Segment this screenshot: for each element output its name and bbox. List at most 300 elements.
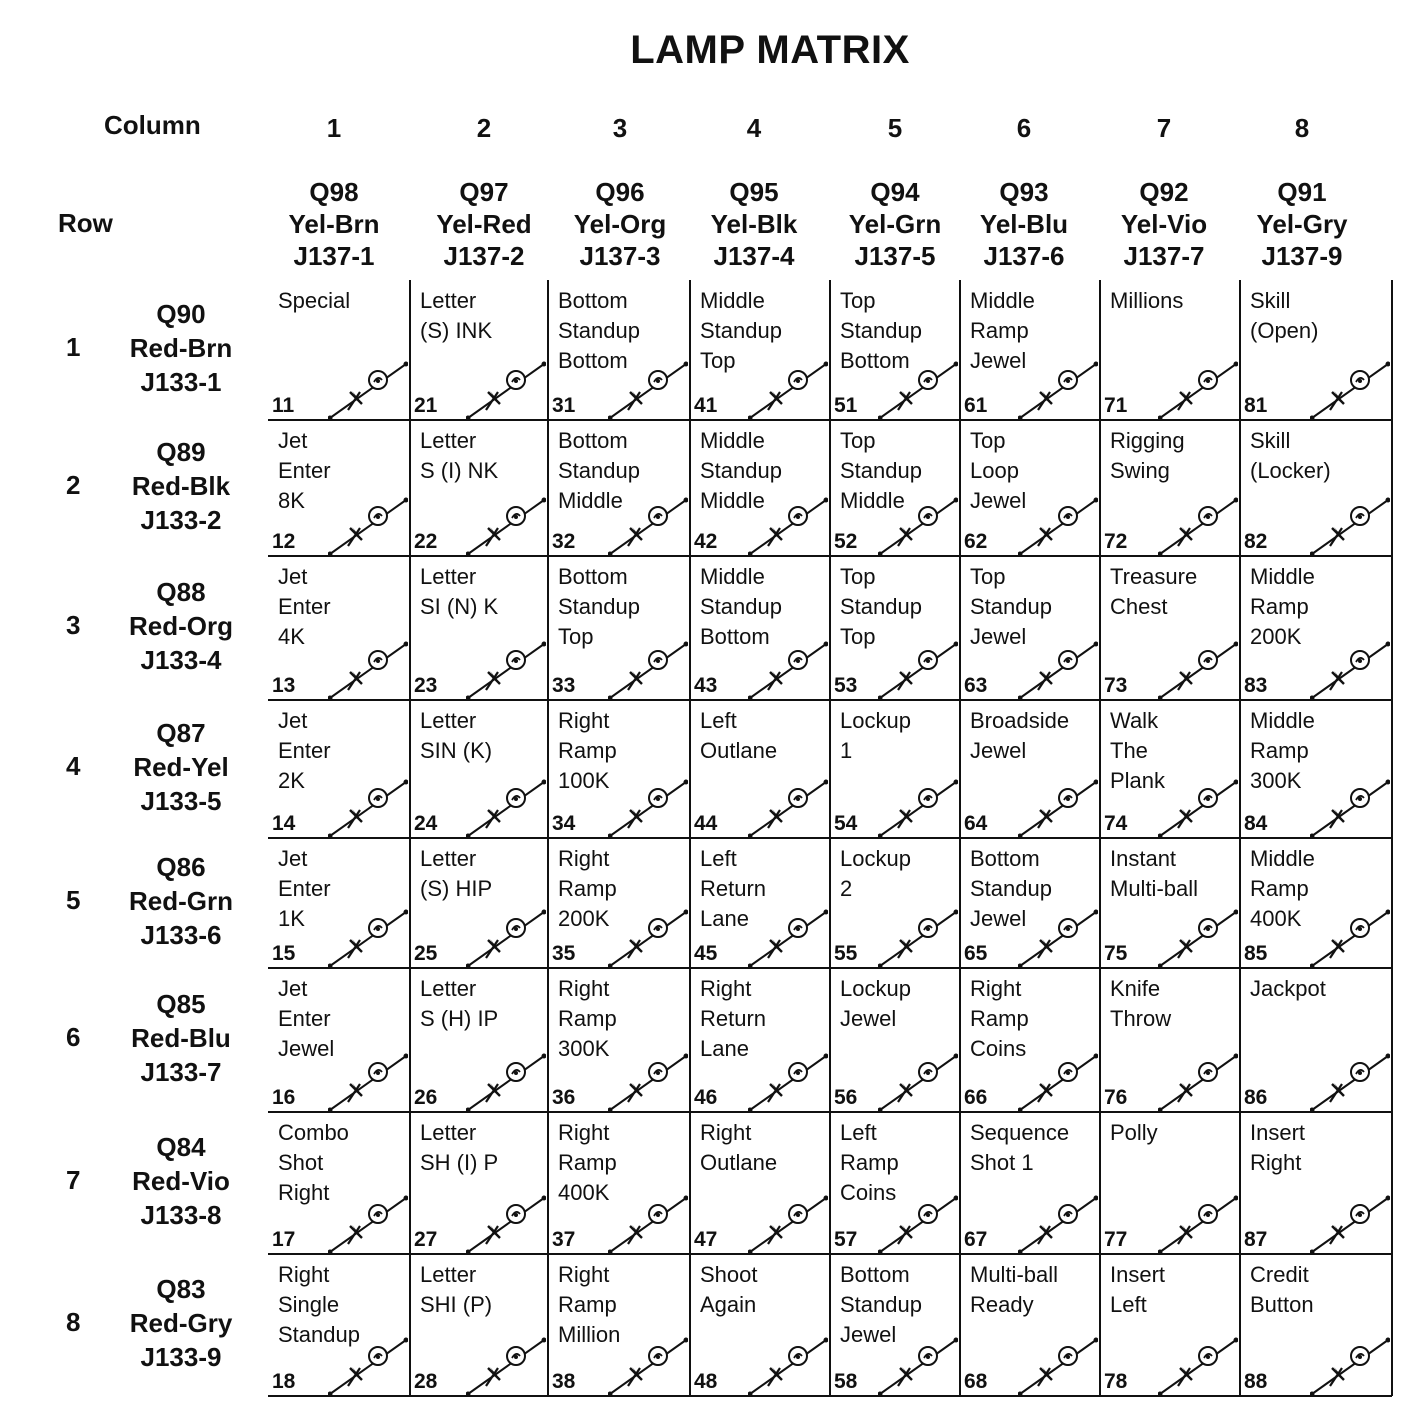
lamp-cell (1100, 1254, 1240, 1396)
lamp-diode-icon (1310, 358, 1390, 420)
lamp-number: 42 (694, 530, 718, 553)
lamp-cell (548, 1112, 690, 1254)
lamp-number: 15 (272, 942, 296, 965)
row-number: 3 (66, 610, 81, 640)
lamp-number: 22 (414, 530, 438, 553)
lamp-cell (410, 968, 548, 1112)
lamp-number: 68 (964, 1370, 988, 1393)
row-pin: J133-2 (140, 505, 222, 535)
row-pin: J133-8 (140, 1200, 222, 1230)
lamp-number: 21 (414, 394, 438, 417)
lamp-label: Right Ramp 400K (558, 1120, 617, 1205)
column-number: 1 (326, 113, 342, 143)
lamp-number: 72 (1104, 530, 1128, 553)
column-wire: Yel-Blk (710, 209, 798, 239)
row-number: 8 (66, 1307, 81, 1337)
lamp-cell (268, 700, 410, 838)
lamp-cell (1100, 838, 1240, 968)
row-number: 5 (66, 885, 81, 915)
lamp-number: 27 (414, 1228, 438, 1251)
column-number: 8 (1294, 113, 1310, 143)
lamp-diode-icon (608, 1334, 688, 1396)
lamp-label: Jet Enter 4K (278, 564, 331, 649)
lamp-diode-icon (466, 494, 546, 556)
lamp-cell (548, 838, 690, 968)
lamp-number: 46 (694, 1086, 718, 1109)
lamp-diode-icon (328, 776, 408, 838)
row-wire: Red-Brn (129, 333, 233, 363)
lamp-number: 33 (552, 674, 576, 697)
lamp-number: 61 (964, 394, 988, 417)
lamp-label: Right Ramp Coins (970, 976, 1029, 1061)
row-pin: J133-1 (140, 367, 222, 397)
lamp-cell (1100, 700, 1240, 838)
column-number: 6 (1016, 113, 1032, 143)
lamp-cell (1240, 1112, 1392, 1254)
column-wire: Yel-Vio (1120, 209, 1208, 239)
lamp-diode-icon (1310, 906, 1390, 968)
lamp-number: 57 (834, 1228, 858, 1251)
row-pin: J133-5 (140, 786, 222, 816)
lamp-label: Right Ramp 300K (558, 976, 617, 1061)
lamp-number: 81 (1244, 394, 1268, 417)
lamp-label: Treasure Chest (1110, 564, 1198, 619)
lamp-label: Skill (Open) (1250, 288, 1319, 343)
lamp-cell (960, 1112, 1100, 1254)
column-transistor: Q95 (729, 177, 779, 207)
lamp-cell (410, 1254, 548, 1396)
row-transistor: Q88 (156, 577, 206, 607)
column-wire: Yel-Blu (979, 209, 1069, 239)
lamp-label: Middle Ramp 400K (1250, 846, 1315, 931)
lamp-diode-icon (466, 1334, 546, 1396)
lamp-label: Insert Right (1250, 1120, 1306, 1175)
lamp-label: Left Return Lane (700, 846, 767, 931)
lamp-label: Left Ramp Coins (840, 1120, 899, 1205)
lamp-diode-icon (748, 1050, 828, 1112)
column-pin: J137-7 (1123, 241, 1205, 271)
lamp-label: Instant Multi-ball (1110, 846, 1199, 901)
lamp-number: 54 (834, 812, 858, 835)
lamp-diode-icon (748, 1192, 828, 1254)
lamp-diode-icon (466, 358, 546, 420)
lamp-label: Jet Enter 1K (278, 846, 331, 931)
lamp-number: 71 (1104, 394, 1128, 417)
lamp-cell (830, 1112, 960, 1254)
lamp-diode-icon (608, 1192, 688, 1254)
lamp-number: 18 (272, 1370, 296, 1393)
column-wire: Yel-Gry (1256, 209, 1348, 239)
lamp-diode-icon (1158, 358, 1238, 420)
lamp-diode-icon (466, 1192, 546, 1254)
lamp-label: Middle Standup Bottom (700, 564, 782, 649)
lamp-diode-icon (1158, 638, 1238, 700)
lamp-cell (410, 1112, 548, 1254)
lamp-label: Right Single Standup (278, 1262, 360, 1347)
lamp-cell (1100, 968, 1240, 1112)
lamp-diode-icon (608, 638, 688, 700)
lamp-diode-icon (748, 1334, 828, 1396)
lamp-number: 45 (694, 942, 718, 965)
lamp-cell (830, 420, 960, 556)
lamp-number: 44 (694, 812, 718, 835)
column-transistor: Q96 (595, 177, 645, 207)
lamp-number: 43 (694, 674, 718, 697)
lamp-diode-icon (878, 494, 958, 556)
lamp-label: Top Loop Jewel (970, 428, 1027, 513)
lamp-label: Millions (1110, 288, 1184, 313)
row-label: Row (58, 208, 113, 238)
lamp-cell (1240, 556, 1392, 700)
lamp-diode-icon (1018, 358, 1098, 420)
lamp-cell (1100, 420, 1240, 556)
lamp-number: 47 (694, 1228, 718, 1251)
lamp-cell (1240, 968, 1392, 1112)
lamp-label: Knife Throw (1110, 976, 1172, 1031)
lamp-diode-icon (466, 1050, 546, 1112)
lamp-label: Bottom Standup Middle (558, 428, 640, 513)
row-wire: Red-Blu (131, 1023, 231, 1053)
lamp-diode-icon (878, 1192, 958, 1254)
lamp-number: 52 (834, 530, 858, 553)
row-transistor: Q86 (156, 852, 206, 882)
row-wire: Red-Vio (132, 1166, 230, 1196)
row-wire: Red-Grn (129, 886, 233, 916)
row-number: 4 (66, 751, 81, 781)
lamp-cell (960, 968, 1100, 1112)
lamp-cell (960, 700, 1100, 838)
lamp-diode-icon (328, 1192, 408, 1254)
lamp-label: Middle Ramp 300K (1250, 708, 1315, 793)
column-pin: J137-3 (579, 241, 661, 271)
lamp-cell (410, 420, 548, 556)
lamp-number: 83 (1244, 674, 1268, 697)
lamp-label: Insert Left (1110, 1262, 1166, 1317)
column-wire: Yel-Grn (848, 209, 942, 239)
lamp-label: Lockup 2 (840, 846, 911, 901)
lamp-number: 26 (414, 1086, 438, 1109)
lamp-label: Right Ramp 200K (558, 846, 617, 931)
lamp-diode-icon (878, 358, 958, 420)
lamp-cell (1240, 838, 1392, 968)
row-wire: Red-Gry (129, 1308, 233, 1338)
lamp-diode-icon (328, 638, 408, 700)
lamp-label: Top Standup Bottom (840, 288, 922, 373)
lamp-diode-icon (466, 906, 546, 968)
lamp-number: 74 (1104, 812, 1128, 835)
lamp-number: 64 (964, 812, 988, 835)
lamp-diode-icon (328, 1050, 408, 1112)
lamp-number: 85 (1244, 942, 1268, 965)
lamp-cell (1100, 1112, 1240, 1254)
lamp-cell (268, 838, 410, 968)
row-number: 1 (66, 332, 81, 362)
row-wire: Red-Org (129, 611, 233, 641)
lamp-label: Letter (S) INK (420, 288, 493, 343)
lamp-cell (268, 280, 410, 420)
lamp-label: Multi-ball Ready (970, 1262, 1059, 1317)
lamp-label: Top Standup Middle (840, 428, 922, 513)
lamp-diode-icon (608, 776, 688, 838)
lamp-number: 55 (834, 942, 858, 965)
lamp-label: Bottom Standup Top (558, 564, 640, 649)
lamp-diode-icon (878, 906, 958, 968)
lamp-label: Right Ramp Million (558, 1262, 621, 1347)
lamp-cell (830, 838, 960, 968)
column-pin: J137-2 (443, 241, 525, 271)
lamp-number: 14 (272, 812, 296, 835)
lamp-number: 32 (552, 530, 576, 553)
lamp-number: 36 (552, 1086, 576, 1109)
lamp-diode-icon (466, 776, 546, 838)
lamp-number: 82 (1244, 530, 1268, 553)
lamp-number: 41 (694, 394, 718, 417)
row-transistor: Q84 (156, 1132, 206, 1162)
lamp-cell (690, 1254, 830, 1396)
lamp-label: Middle Ramp 200K (1250, 564, 1315, 649)
row-transistor: Q83 (156, 1274, 206, 1304)
lamp-cell (410, 280, 548, 420)
lamp-cell (690, 700, 830, 838)
lamp-diode-icon (1310, 1192, 1390, 1254)
column-pin: J137-5 (854, 241, 936, 271)
column-transistor: Q93 (999, 177, 1049, 207)
lamp-number: 48 (694, 1370, 718, 1393)
lamp-number: 23 (414, 674, 438, 697)
lamp-number: 37 (552, 1228, 576, 1251)
lamp-cell (548, 968, 690, 1112)
lamp-label: Bottom Standup Bottom (558, 288, 640, 373)
lamp-label: Letter SI (N) K (420, 564, 499, 619)
lamp-diode-icon (608, 494, 688, 556)
lamp-label: Lockup Jewel (840, 976, 911, 1031)
lamp-label: Right Ramp 100K (558, 708, 617, 793)
column-number: 7 (1156, 113, 1172, 143)
lamp-number: 62 (964, 530, 988, 553)
lamp-number: 66 (964, 1086, 988, 1109)
lamp-label: Sequence Shot 1 (970, 1120, 1070, 1175)
lamp-number: 67 (964, 1228, 988, 1251)
lamp-number: 25 (414, 942, 438, 965)
lamp-label: Bottom Standup Jewel (840, 1262, 922, 1347)
row-number: 2 (66, 470, 81, 500)
row-pin: J133-9 (140, 1342, 222, 1372)
lamp-diode-icon (1310, 1050, 1390, 1112)
row-transistor: Q89 (156, 437, 206, 467)
column-wire: Yel-Brn (288, 209, 380, 239)
lamp-diode-icon (1018, 1334, 1098, 1396)
row-pin: J133-7 (140, 1057, 222, 1087)
row-wire: Red-Yel (133, 752, 229, 782)
lamp-label: Skill (Locker) (1250, 428, 1331, 483)
lamp-number: 63 (964, 674, 988, 697)
lamp-cell (960, 838, 1100, 968)
lamp-label: Rigging Swing (1110, 428, 1185, 483)
column-wire: Yel-Red (436, 209, 532, 239)
lamp-cell (690, 1112, 830, 1254)
lamp-diode-icon (328, 906, 408, 968)
lamp-number: 11 (272, 394, 295, 417)
lamp-label: Left Outlane (700, 708, 778, 763)
lamp-cell (268, 556, 410, 700)
lamp-label: Polly (1110, 1120, 1158, 1145)
lamp-cell (1100, 280, 1240, 420)
page-title: LAMP MATRIX (630, 28, 910, 72)
column-pin: J137-6 (983, 241, 1065, 271)
lamp-cell (268, 1112, 410, 1254)
lamp-diode-icon (1018, 906, 1098, 968)
column-number: 3 (612, 113, 628, 143)
lamp-diode-icon (608, 1050, 688, 1112)
lamp-number: 65 (964, 942, 988, 965)
lamp-label: Letter SH (I) P (420, 1120, 499, 1175)
lamp-label: Top Standup Top (840, 564, 922, 649)
column-transistor: Q98 (309, 177, 359, 207)
lamp-cell (548, 556, 690, 700)
column-number: 2 (476, 113, 492, 143)
lamp-number: 88 (1244, 1370, 1268, 1393)
lamp-number: 77 (1104, 1228, 1128, 1251)
lamp-cell (1240, 700, 1392, 838)
lamp-cell (830, 968, 960, 1112)
lamp-cell (410, 700, 548, 838)
lamp-diode-icon (1310, 638, 1390, 700)
lamp-diode-icon (1158, 1192, 1238, 1254)
lamp-number: 28 (414, 1370, 438, 1393)
lamp-number: 78 (1104, 1370, 1128, 1393)
lamp-label: Jet Enter 2K (278, 708, 331, 793)
lamp-label: Combo Shot Right (278, 1120, 349, 1205)
lamp-number: 38 (552, 1370, 576, 1393)
lamp-number: 75 (1104, 942, 1128, 965)
lamp-label: Right Outlane (700, 1120, 778, 1175)
lamp-label: Letter (S) HIP (420, 846, 493, 901)
lamp-label: Middle Standup Top (700, 288, 782, 373)
lamp-number: 17 (272, 1228, 296, 1251)
lamp-cell (548, 280, 690, 420)
lamp-diode-icon (748, 358, 828, 420)
lamp-cell (690, 556, 830, 700)
lamp-diode-icon (878, 1050, 958, 1112)
lamp-diode-icon (1310, 1334, 1390, 1396)
lamp-number: 56 (834, 1086, 858, 1109)
row-wire: Red-Blk (131, 471, 231, 501)
lamp-diode-icon (748, 906, 828, 968)
lamp-cell (268, 1254, 410, 1396)
lamp-diode-icon (1018, 638, 1098, 700)
lamp-number: 58 (834, 1370, 858, 1393)
lamp-number: 53 (834, 674, 858, 697)
lamp-diode-icon (1310, 494, 1390, 556)
lamp-cell (830, 1254, 960, 1396)
lamp-cell (960, 556, 1100, 700)
lamp-label: Letter SIN (K) (420, 708, 493, 763)
lamp-label: Bottom Standup Jewel (970, 846, 1052, 931)
lamp-cell (960, 420, 1100, 556)
lamp-cell (268, 968, 410, 1112)
row-number: 6 (66, 1022, 81, 1052)
lamp-diode-icon (1018, 1192, 1098, 1254)
column-transistor: Q92 (1139, 177, 1189, 207)
lamp-cell (410, 838, 548, 968)
row-transistor: Q85 (156, 989, 206, 1019)
lamp-label: Middle Standup Middle (700, 428, 782, 513)
lamp-label: Letter S (H) IP (420, 976, 499, 1031)
lamp-number: 84 (1244, 812, 1268, 835)
column-wire: Yel-Org (573, 209, 667, 239)
lamp-diode-icon (878, 776, 958, 838)
lamp-label: Middle Ramp Jewel (970, 288, 1035, 373)
lamp-label: Walk The Plank (1110, 708, 1166, 793)
lamp-cell (1240, 280, 1392, 420)
lamp-diode-icon (1018, 1050, 1098, 1112)
lamp-diode-icon (1158, 1334, 1238, 1396)
lamp-label: Credit Button (1250, 1262, 1314, 1317)
lamp-diode-icon (328, 358, 408, 420)
column-pin: J137-4 (713, 241, 795, 271)
lamp-cell (548, 1254, 690, 1396)
lamp-number: 34 (552, 812, 576, 835)
lamp-diode-icon (1158, 906, 1238, 968)
lamp-diode-icon (328, 1334, 408, 1396)
lamp-number: 31 (552, 394, 576, 417)
lamp-number: 24 (414, 812, 438, 835)
lamp-diode-icon (1158, 494, 1238, 556)
lamp-label: Jackpot (1250, 976, 1326, 1001)
lamp-label: Shoot Again (700, 1262, 758, 1317)
lamp-label: Letter SHI (P) (420, 1262, 493, 1317)
lamp-number: 51 (834, 394, 858, 417)
lamp-label: Jet Enter Jewel (278, 976, 335, 1061)
lamp-label: Top Standup Jewel (970, 564, 1052, 649)
lamp-diode-icon (1158, 776, 1238, 838)
lamp-cell (830, 280, 960, 420)
lamp-cell (960, 1254, 1100, 1396)
column-pin: J137-9 (1261, 241, 1343, 271)
lamp-diode-icon (1018, 776, 1098, 838)
lamp-cell (690, 968, 830, 1112)
lamp-diode-icon (748, 494, 828, 556)
column-transistor: Q97 (459, 177, 509, 207)
column-transistor: Q94 (870, 177, 920, 207)
lamp-label: Jet Enter 8K (278, 428, 331, 513)
lamp-number: 76 (1104, 1086, 1128, 1109)
lamp-cell (1240, 1254, 1392, 1396)
lamp-number: 86 (1244, 1086, 1268, 1109)
column-transistor: Q91 (1277, 177, 1327, 207)
lamp-cell (548, 700, 690, 838)
column-number: 5 (887, 113, 903, 143)
lamp-diode-icon (1158, 1050, 1238, 1112)
lamp-number: 13 (272, 674, 296, 697)
lamp-number: 87 (1244, 1228, 1268, 1251)
lamp-diode-icon (466, 638, 546, 700)
row-pin: J133-4 (140, 645, 222, 675)
lamp-label: Letter S (I) NK (420, 428, 499, 483)
lamp-label: Right Return Lane (700, 976, 767, 1061)
lamp-diode-icon (608, 358, 688, 420)
row-transistor: Q87 (156, 718, 206, 748)
lamp-diode-icon (1018, 494, 1098, 556)
lamp-number: 35 (552, 942, 576, 965)
lamp-cell (960, 280, 1100, 420)
lamp-cell (690, 280, 830, 420)
lamp-diode-icon (878, 638, 958, 700)
lamp-diode-icon (748, 776, 828, 838)
lamp-cell (410, 556, 548, 700)
column-label: Column (104, 110, 201, 140)
lamp-cell (548, 420, 690, 556)
